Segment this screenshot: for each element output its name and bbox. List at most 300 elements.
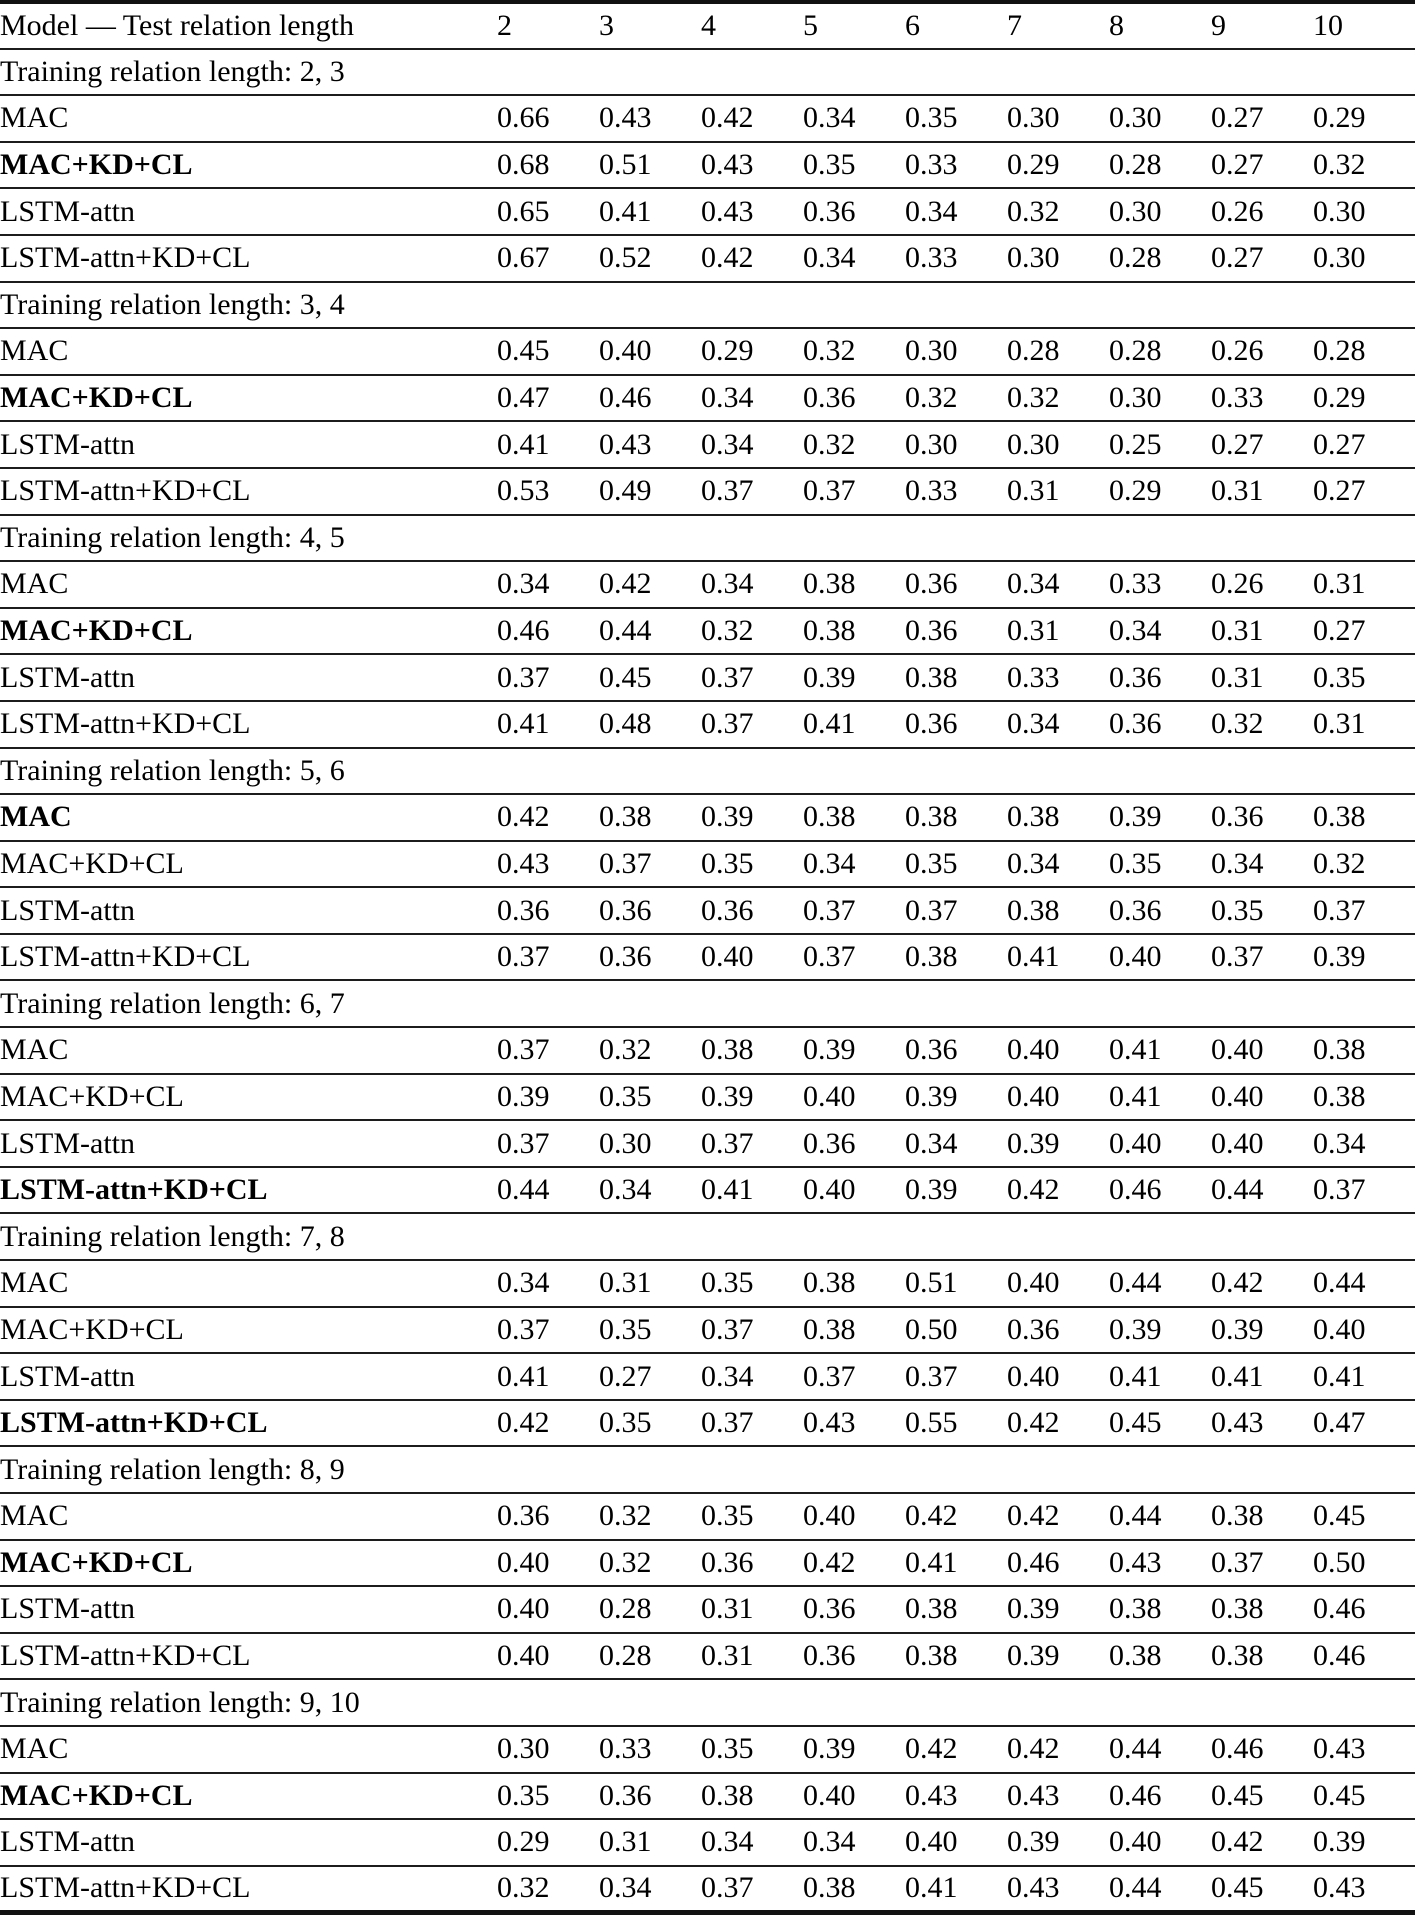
table-row <box>0 1493 1415 1540</box>
table-body <box>0 49 1415 1913</box>
score-value: 0.43 <box>1007 1866 1109 1913</box>
score-value: 0.34 <box>497 1260 599 1307</box>
score-value: 0.40 <box>1109 1819 1211 1866</box>
score-value: 0.37 <box>905 1353 1007 1400</box>
score-value: 0.36 <box>599 887 701 934</box>
score-value: 0.41 <box>1211 1353 1313 1400</box>
score-value: 0.43 <box>1313 1726 1415 1773</box>
table-row <box>0 1307 1415 1354</box>
score-value: 0.38 <box>1109 1633 1211 1680</box>
score-value: 0.31 <box>701 1633 803 1680</box>
score-value: 0.40 <box>599 328 701 375</box>
score-value: 0.44 <box>497 1167 599 1214</box>
score-value: 0.35 <box>599 1307 701 1354</box>
model-name: MAC+KD+CL <box>0 1773 497 1820</box>
score-value: 0.39 <box>905 1074 1007 1121</box>
score-value: 0.30 <box>599 1120 701 1167</box>
table-row <box>0 1540 1415 1587</box>
model-name: LSTM-attn+KD+CL <box>0 468 497 515</box>
score-value: 0.36 <box>1109 654 1211 701</box>
table-row <box>0 1120 1415 1167</box>
score-value: 0.32 <box>599 1027 701 1074</box>
score-value: 0.65 <box>497 188 599 235</box>
table-row <box>0 1586 1415 1633</box>
score-value: 0.41 <box>1007 934 1109 981</box>
score-value: 0.44 <box>1109 1726 1211 1773</box>
score-value: 0.28 <box>1313 328 1415 375</box>
table-row <box>0 188 1415 235</box>
score-value: 0.36 <box>905 561 1007 608</box>
score-value: 0.38 <box>701 1773 803 1820</box>
model-name: LSTM-attn+KD+CL <box>0 1400 497 1447</box>
score-value: 0.32 <box>1211 701 1313 748</box>
score-value: 0.40 <box>1109 934 1211 981</box>
table-row <box>0 1074 1415 1121</box>
score-value: 0.30 <box>1109 188 1211 235</box>
score-value: 0.37 <box>701 1307 803 1354</box>
model-name: LSTM-attn+KD+CL <box>0 934 497 981</box>
score-value: 0.34 <box>701 561 803 608</box>
score-value: 0.39 <box>701 1074 803 1121</box>
score-value: 0.36 <box>497 1493 599 1540</box>
score-value: 0.41 <box>1109 1074 1211 1121</box>
score-value: 0.31 <box>1313 561 1415 608</box>
score-value: 0.37 <box>701 1400 803 1447</box>
score-value: 0.35 <box>1211 887 1313 934</box>
score-value: 0.36 <box>905 701 1007 748</box>
score-value: 0.52 <box>599 235 701 282</box>
model-name: LSTM-attn+KD+CL <box>0 1633 497 1680</box>
score-value: 0.35 <box>497 1773 599 1820</box>
score-value: 0.30 <box>1007 95 1109 142</box>
score-value: 0.28 <box>599 1633 701 1680</box>
score-value: 0.26 <box>1211 561 1313 608</box>
score-value: 0.36 <box>803 1120 905 1167</box>
score-value: 0.38 <box>1109 1586 1211 1633</box>
table-row <box>0 1633 1415 1680</box>
model-name: LSTM-attn <box>0 887 497 934</box>
section-header-row <box>0 1679 1415 1726</box>
score-value: 0.40 <box>1313 1307 1415 1354</box>
score-value: 0.37 <box>905 887 1007 934</box>
score-value: 0.42 <box>1007 1726 1109 1773</box>
score-value: 0.44 <box>599 608 701 655</box>
table-row <box>0 934 1415 981</box>
score-value: 0.66 <box>497 95 599 142</box>
score-value: 0.43 <box>1313 1866 1415 1913</box>
table-row <box>0 1726 1415 1773</box>
score-value: 0.34 <box>1007 561 1109 608</box>
score-value: 0.40 <box>1007 1074 1109 1121</box>
score-value: 0.30 <box>1109 375 1211 422</box>
section-title: Training relation length: 5, 6 <box>0 748 1415 795</box>
model-name: MAC <box>0 1027 497 1074</box>
score-value: 0.34 <box>803 841 905 888</box>
score-value: 0.41 <box>599 188 701 235</box>
score-value: 0.37 <box>1313 1167 1415 1214</box>
score-value: 0.46 <box>1211 1726 1313 1773</box>
score-value: 0.37 <box>803 1353 905 1400</box>
score-value: 0.31 <box>1007 468 1109 515</box>
score-value: 0.32 <box>1313 841 1415 888</box>
score-value: 0.38 <box>803 561 905 608</box>
table-row <box>0 1167 1415 1214</box>
score-value: 0.37 <box>497 1307 599 1354</box>
score-value: 0.50 <box>1313 1540 1415 1587</box>
score-value: 0.41 <box>497 701 599 748</box>
score-value: 0.42 <box>1007 1167 1109 1214</box>
model-name: MAC+KD+CL <box>0 841 497 888</box>
model-name: MAC+KD+CL <box>0 1074 497 1121</box>
score-value: 0.40 <box>1007 1353 1109 1400</box>
table-row <box>0 1400 1415 1447</box>
score-value: 0.36 <box>905 1027 1007 1074</box>
score-value: 0.40 <box>1211 1074 1313 1121</box>
score-value: 0.35 <box>599 1074 701 1121</box>
model-name: MAC+KD+CL <box>0 375 497 422</box>
score-value: 0.38 <box>905 1633 1007 1680</box>
score-value: 0.41 <box>1313 1353 1415 1400</box>
score-value: 0.43 <box>701 188 803 235</box>
score-value: 0.37 <box>497 1027 599 1074</box>
score-value: 0.35 <box>905 841 1007 888</box>
score-value: 0.45 <box>497 328 599 375</box>
score-value: 0.41 <box>701 1167 803 1214</box>
score-value: 0.44 <box>1313 1260 1415 1307</box>
score-value: 0.41 <box>497 1353 599 1400</box>
score-value: 0.40 <box>497 1586 599 1633</box>
score-value: 0.39 <box>1007 1586 1109 1633</box>
score-value: 0.45 <box>1313 1773 1415 1820</box>
score-value: 0.30 <box>1313 188 1415 235</box>
score-value: 0.27 <box>1313 421 1415 468</box>
score-value: 0.35 <box>1313 654 1415 701</box>
score-value: 0.38 <box>1313 1074 1415 1121</box>
score-value: 0.40 <box>803 1773 905 1820</box>
score-value: 0.26 <box>1211 188 1313 235</box>
score-value: 0.38 <box>1313 1027 1415 1074</box>
score-value: 0.30 <box>497 1726 599 1773</box>
table-row <box>0 328 1415 375</box>
score-value: 0.50 <box>905 1307 1007 1354</box>
score-value: 0.38 <box>1313 794 1415 841</box>
model-name: LSTM-attn+KD+CL <box>0 701 497 748</box>
score-value: 0.37 <box>803 934 905 981</box>
table-row <box>0 561 1415 608</box>
model-name: MAC <box>0 794 497 841</box>
score-value: 0.37 <box>803 887 905 934</box>
score-value: 0.46 <box>1313 1586 1415 1633</box>
score-value: 0.43 <box>1007 1773 1109 1820</box>
score-value: 0.37 <box>701 654 803 701</box>
model-name: LSTM-attn+KD+CL <box>0 235 497 282</box>
score-value: 0.36 <box>803 1586 905 1633</box>
table-row <box>0 142 1415 189</box>
table-row <box>0 375 1415 422</box>
score-value: 0.40 <box>1109 1120 1211 1167</box>
score-value: 0.39 <box>1007 1120 1109 1167</box>
score-value: 0.38 <box>701 1027 803 1074</box>
score-value: 0.43 <box>599 421 701 468</box>
score-value: 0.42 <box>803 1540 905 1587</box>
score-value: 0.34 <box>1109 608 1211 655</box>
score-value: 0.42 <box>905 1493 1007 1540</box>
score-value: 0.35 <box>701 1260 803 1307</box>
score-value: 0.34 <box>701 421 803 468</box>
score-value: 0.37 <box>701 701 803 748</box>
table-row <box>0 235 1415 282</box>
score-value: 0.42 <box>1211 1260 1313 1307</box>
score-value: 0.27 <box>1211 421 1313 468</box>
model-name: LSTM-attn <box>0 1353 497 1400</box>
model-name: MAC+KD+CL <box>0 1540 497 1587</box>
score-value: 0.43 <box>701 142 803 189</box>
model-name: MAC <box>0 1726 497 1773</box>
score-value: 0.40 <box>905 1819 1007 1866</box>
score-value: 0.42 <box>497 1400 599 1447</box>
score-value: 0.44 <box>1109 1493 1211 1540</box>
score-value: 0.32 <box>701 608 803 655</box>
score-value: 0.37 <box>701 1120 803 1167</box>
score-value: 0.45 <box>1109 1400 1211 1447</box>
score-value: 0.34 <box>1007 701 1109 748</box>
score-value: 0.36 <box>599 934 701 981</box>
score-value: 0.40 <box>1211 1027 1313 1074</box>
score-value: 0.39 <box>1109 1307 1211 1354</box>
model-name: MAC <box>0 328 497 375</box>
score-value: 0.36 <box>803 1633 905 1680</box>
score-value: 0.40 <box>1007 1260 1109 1307</box>
score-value: 0.34 <box>803 1819 905 1866</box>
score-value: 0.30 <box>1313 235 1415 282</box>
score-value: 0.36 <box>803 188 905 235</box>
score-value: 0.31 <box>1211 654 1313 701</box>
score-value: 0.27 <box>599 1353 701 1400</box>
score-value: 0.27 <box>1313 468 1415 515</box>
table-row <box>0 841 1415 888</box>
score-value: 0.34 <box>701 1819 803 1866</box>
score-value: 0.38 <box>1007 887 1109 934</box>
score-value: 0.35 <box>701 841 803 888</box>
score-value: 0.35 <box>701 1493 803 1540</box>
score-value: 0.34 <box>1007 841 1109 888</box>
score-value: 0.45 <box>599 654 701 701</box>
score-value: 0.34 <box>1313 1120 1415 1167</box>
score-value: 0.36 <box>905 608 1007 655</box>
score-value: 0.36 <box>701 1540 803 1587</box>
table-row <box>0 1260 1415 1307</box>
score-value: 0.32 <box>599 1493 701 1540</box>
score-value: 0.32 <box>1313 142 1415 189</box>
score-value: 0.51 <box>599 142 701 189</box>
score-value: 0.40 <box>1007 1027 1109 1074</box>
section-header-row <box>0 515 1415 562</box>
score-value: 0.46 <box>1313 1633 1415 1680</box>
score-value: 0.39 <box>1007 1819 1109 1866</box>
score-value: 0.40 <box>701 934 803 981</box>
score-value: 0.40 <box>1211 1120 1313 1167</box>
section-title: Training relation length: 2, 3 <box>0 49 1415 96</box>
score-value: 0.35 <box>1109 841 1211 888</box>
score-value: 0.37 <box>701 1866 803 1913</box>
score-value: 0.34 <box>599 1866 701 1913</box>
score-value: 0.36 <box>599 1773 701 1820</box>
score-value: 0.34 <box>803 95 905 142</box>
score-value: 0.29 <box>1007 142 1109 189</box>
model-name: LSTM-attn+KD+CL <box>0 1866 497 1913</box>
score-value: 0.29 <box>1109 468 1211 515</box>
score-value: 0.34 <box>803 235 905 282</box>
score-value: 0.34 <box>599 1167 701 1214</box>
score-value: 0.37 <box>1211 934 1313 981</box>
score-value: 0.39 <box>905 1167 1007 1214</box>
header-row <box>0 2 1415 49</box>
score-value: 0.41 <box>1109 1027 1211 1074</box>
score-value: 0.37 <box>701 468 803 515</box>
score-value: 0.48 <box>599 701 701 748</box>
table-row <box>0 1353 1415 1400</box>
score-value: 0.39 <box>497 1074 599 1121</box>
score-value: 0.39 <box>701 794 803 841</box>
score-value: 0.42 <box>497 794 599 841</box>
score-value: 0.41 <box>497 421 599 468</box>
score-value: 0.27 <box>1211 235 1313 282</box>
score-value: 0.37 <box>803 468 905 515</box>
score-value: 0.39 <box>803 1726 905 1773</box>
score-value: 0.35 <box>905 95 1007 142</box>
score-value: 0.35 <box>599 1400 701 1447</box>
table-row <box>0 794 1415 841</box>
score-value: 0.32 <box>803 328 905 375</box>
score-value: 0.30 <box>1007 235 1109 282</box>
score-value: 0.32 <box>905 375 1007 422</box>
header-test-length: 3 <box>599 2 701 49</box>
score-value: 0.38 <box>905 1586 1007 1633</box>
score-value: 0.41 <box>1109 1353 1211 1400</box>
score-value: 0.40 <box>497 1540 599 1587</box>
score-value: 0.34 <box>905 188 1007 235</box>
score-value: 0.41 <box>905 1866 1007 1913</box>
score-value: 0.45 <box>1211 1866 1313 1913</box>
score-value: 0.28 <box>599 1586 701 1633</box>
score-value: 0.42 <box>1007 1493 1109 1540</box>
header-test-length: 7 <box>1007 2 1109 49</box>
score-value: 0.49 <box>599 468 701 515</box>
score-value: 0.44 <box>1109 1866 1211 1913</box>
section-title: Training relation length: 9, 10 <box>0 1679 1415 1726</box>
score-value: 0.39 <box>803 1027 905 1074</box>
header-test-length: 4 <box>701 2 803 49</box>
score-value: 0.25 <box>1109 421 1211 468</box>
score-value: 0.31 <box>701 1586 803 1633</box>
score-value: 0.32 <box>497 1866 599 1913</box>
score-value: 0.32 <box>1007 375 1109 422</box>
table-row <box>0 1866 1415 1913</box>
model-name: MAC <box>0 561 497 608</box>
model-name: LSTM-attn <box>0 654 497 701</box>
score-value: 0.33 <box>1007 654 1109 701</box>
table-row <box>0 468 1415 515</box>
score-value: 0.28 <box>1109 142 1211 189</box>
score-value: 0.34 <box>1211 841 1313 888</box>
score-value: 0.26 <box>1211 328 1313 375</box>
score-value: 0.38 <box>1007 794 1109 841</box>
score-value: 0.33 <box>905 235 1007 282</box>
score-value: 0.33 <box>1109 561 1211 608</box>
table-row <box>0 1773 1415 1820</box>
score-value: 0.37 <box>1313 887 1415 934</box>
score-value: 0.42 <box>599 561 701 608</box>
score-value: 0.38 <box>803 608 905 655</box>
score-value: 0.38 <box>803 1307 905 1354</box>
score-value: 0.46 <box>1007 1540 1109 1587</box>
score-value: 0.46 <box>1109 1773 1211 1820</box>
score-value: 0.30 <box>1109 95 1211 142</box>
score-value: 0.42 <box>1211 1819 1313 1866</box>
score-value: 0.47 <box>1313 1400 1415 1447</box>
score-value: 0.36 <box>1109 887 1211 934</box>
score-value: 0.43 <box>599 95 701 142</box>
score-value: 0.32 <box>1007 188 1109 235</box>
score-value: 0.55 <box>905 1400 1007 1447</box>
score-value: 0.37 <box>1211 1540 1313 1587</box>
model-name: LSTM-attn <box>0 421 497 468</box>
score-value: 0.40 <box>803 1167 905 1214</box>
score-value: 0.28 <box>1109 235 1211 282</box>
score-value: 0.37 <box>497 1120 599 1167</box>
model-name: MAC <box>0 1260 497 1307</box>
header-test-length: 8 <box>1109 2 1211 49</box>
section-header-row <box>0 1213 1415 1260</box>
table-row <box>0 1819 1415 1866</box>
section-header-row <box>0 49 1415 96</box>
score-value: 0.45 <box>1313 1493 1415 1540</box>
model-name: MAC <box>0 95 497 142</box>
section-title: Training relation length: 7, 8 <box>0 1213 1415 1260</box>
score-value: 0.44 <box>1211 1167 1313 1214</box>
table-row <box>0 421 1415 468</box>
score-value: 0.27 <box>1313 608 1415 655</box>
score-value: 0.41 <box>905 1540 1007 1587</box>
model-name: LSTM-attn <box>0 1819 497 1866</box>
section-title: Training relation length: 6, 7 <box>0 980 1415 1027</box>
score-value: 0.33 <box>599 1726 701 1773</box>
score-value: 0.44 <box>1109 1260 1211 1307</box>
score-value: 0.33 <box>1211 375 1313 422</box>
score-value: 0.36 <box>1109 701 1211 748</box>
score-value: 0.37 <box>497 934 599 981</box>
score-value: 0.37 <box>599 841 701 888</box>
header-test-length: 9 <box>1211 2 1313 49</box>
score-value: 0.43 <box>1211 1400 1313 1447</box>
score-value: 0.38 <box>1211 1493 1313 1540</box>
score-value: 0.38 <box>803 794 905 841</box>
score-value: 0.43 <box>905 1773 1007 1820</box>
score-value: 0.46 <box>1109 1167 1211 1214</box>
score-value: 0.53 <box>497 468 599 515</box>
score-value: 0.31 <box>1007 608 1109 655</box>
model-name: LSTM-attn <box>0 1586 497 1633</box>
section-header-row <box>0 748 1415 795</box>
score-value: 0.36 <box>803 375 905 422</box>
score-value: 0.31 <box>1211 608 1313 655</box>
score-value: 0.39 <box>1313 1819 1415 1866</box>
score-value: 0.27 <box>1211 95 1313 142</box>
table-row <box>0 701 1415 748</box>
score-value: 0.43 <box>497 841 599 888</box>
header-test-length: 5 <box>803 2 905 49</box>
score-value: 0.68 <box>497 142 599 189</box>
